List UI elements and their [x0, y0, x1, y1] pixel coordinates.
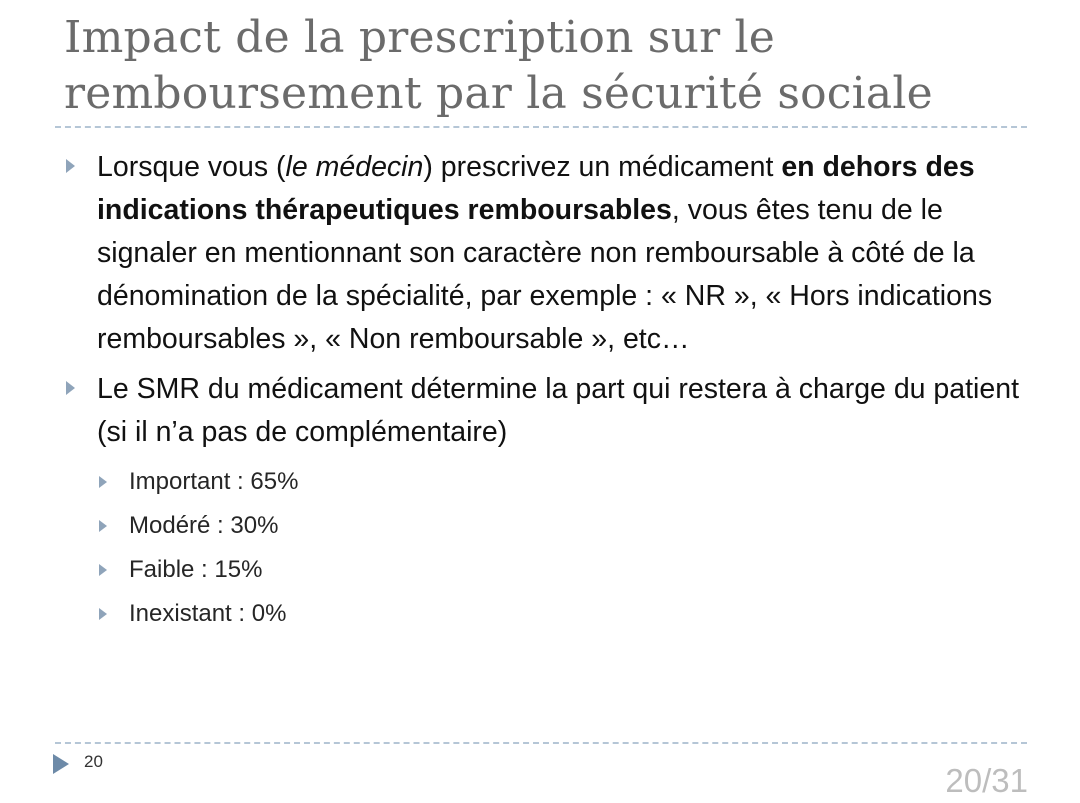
footer-triangle-icon — [53, 754, 69, 774]
sub-bullet-item — [129, 548, 1024, 592]
sub-bullet-item — [129, 592, 1024, 636]
bullet-triangle-icon — [66, 381, 75, 395]
bullet-triangle-icon — [66, 159, 75, 173]
title-divider — [55, 126, 1027, 128]
sub-bullet-text: Faible : 15% — [129, 556, 263, 583]
page-counter: 20/31 — [945, 762, 1028, 799]
sub-bullet-triangle-icon — [99, 608, 107, 620]
sub-bullet-item — [129, 504, 1024, 548]
bullet-item — [64, 368, 1024, 454]
sub-bullet-text: Inexistant : 0% — [129, 600, 287, 627]
sub-bullet-triangle-icon — [99, 476, 107, 488]
footer-divider — [55, 742, 1027, 744]
sub-bullet-text: Modéré : 30% — [129, 512, 279, 539]
bullet-text-italic: le médecin — [285, 151, 424, 183]
bullet-text: Le SMR du médicament détermine la part qui restera à charge du patient (si il n’a pas de complémentaire) — [97, 373, 1020, 448]
sub-bullet-text: Important : 65% — [129, 468, 299, 495]
bullet-text-bold: en dehors des indications thérapeutiques remboursables — [97, 151, 975, 226]
sub-bullet-item — [129, 460, 1024, 504]
slide-content — [64, 146, 1024, 636]
slide-title: Impact de la prescription sur le remboursement par la sécurité sociale — [64, 12, 933, 119]
sub-bullet-list — [64, 460, 1024, 636]
bullet-text: Lorsque vous (le médecin) prescrivez un médicament en dehors des indications thérapeutiques remboursables, vous êtes tenu de le signaler en mentionnant son caractère non remboursable à côté de la dénomination de la spécialité, par exemple : « NR », « Hors indications remboursables », « Non remboursable », etc… — [97, 151, 993, 355]
bullet-item — [64, 146, 1024, 361]
slide-number: 20 — [84, 752, 103, 771]
sub-bullet-triangle-icon — [99, 564, 107, 576]
sub-bullet-triangle-icon — [99, 520, 107, 532]
